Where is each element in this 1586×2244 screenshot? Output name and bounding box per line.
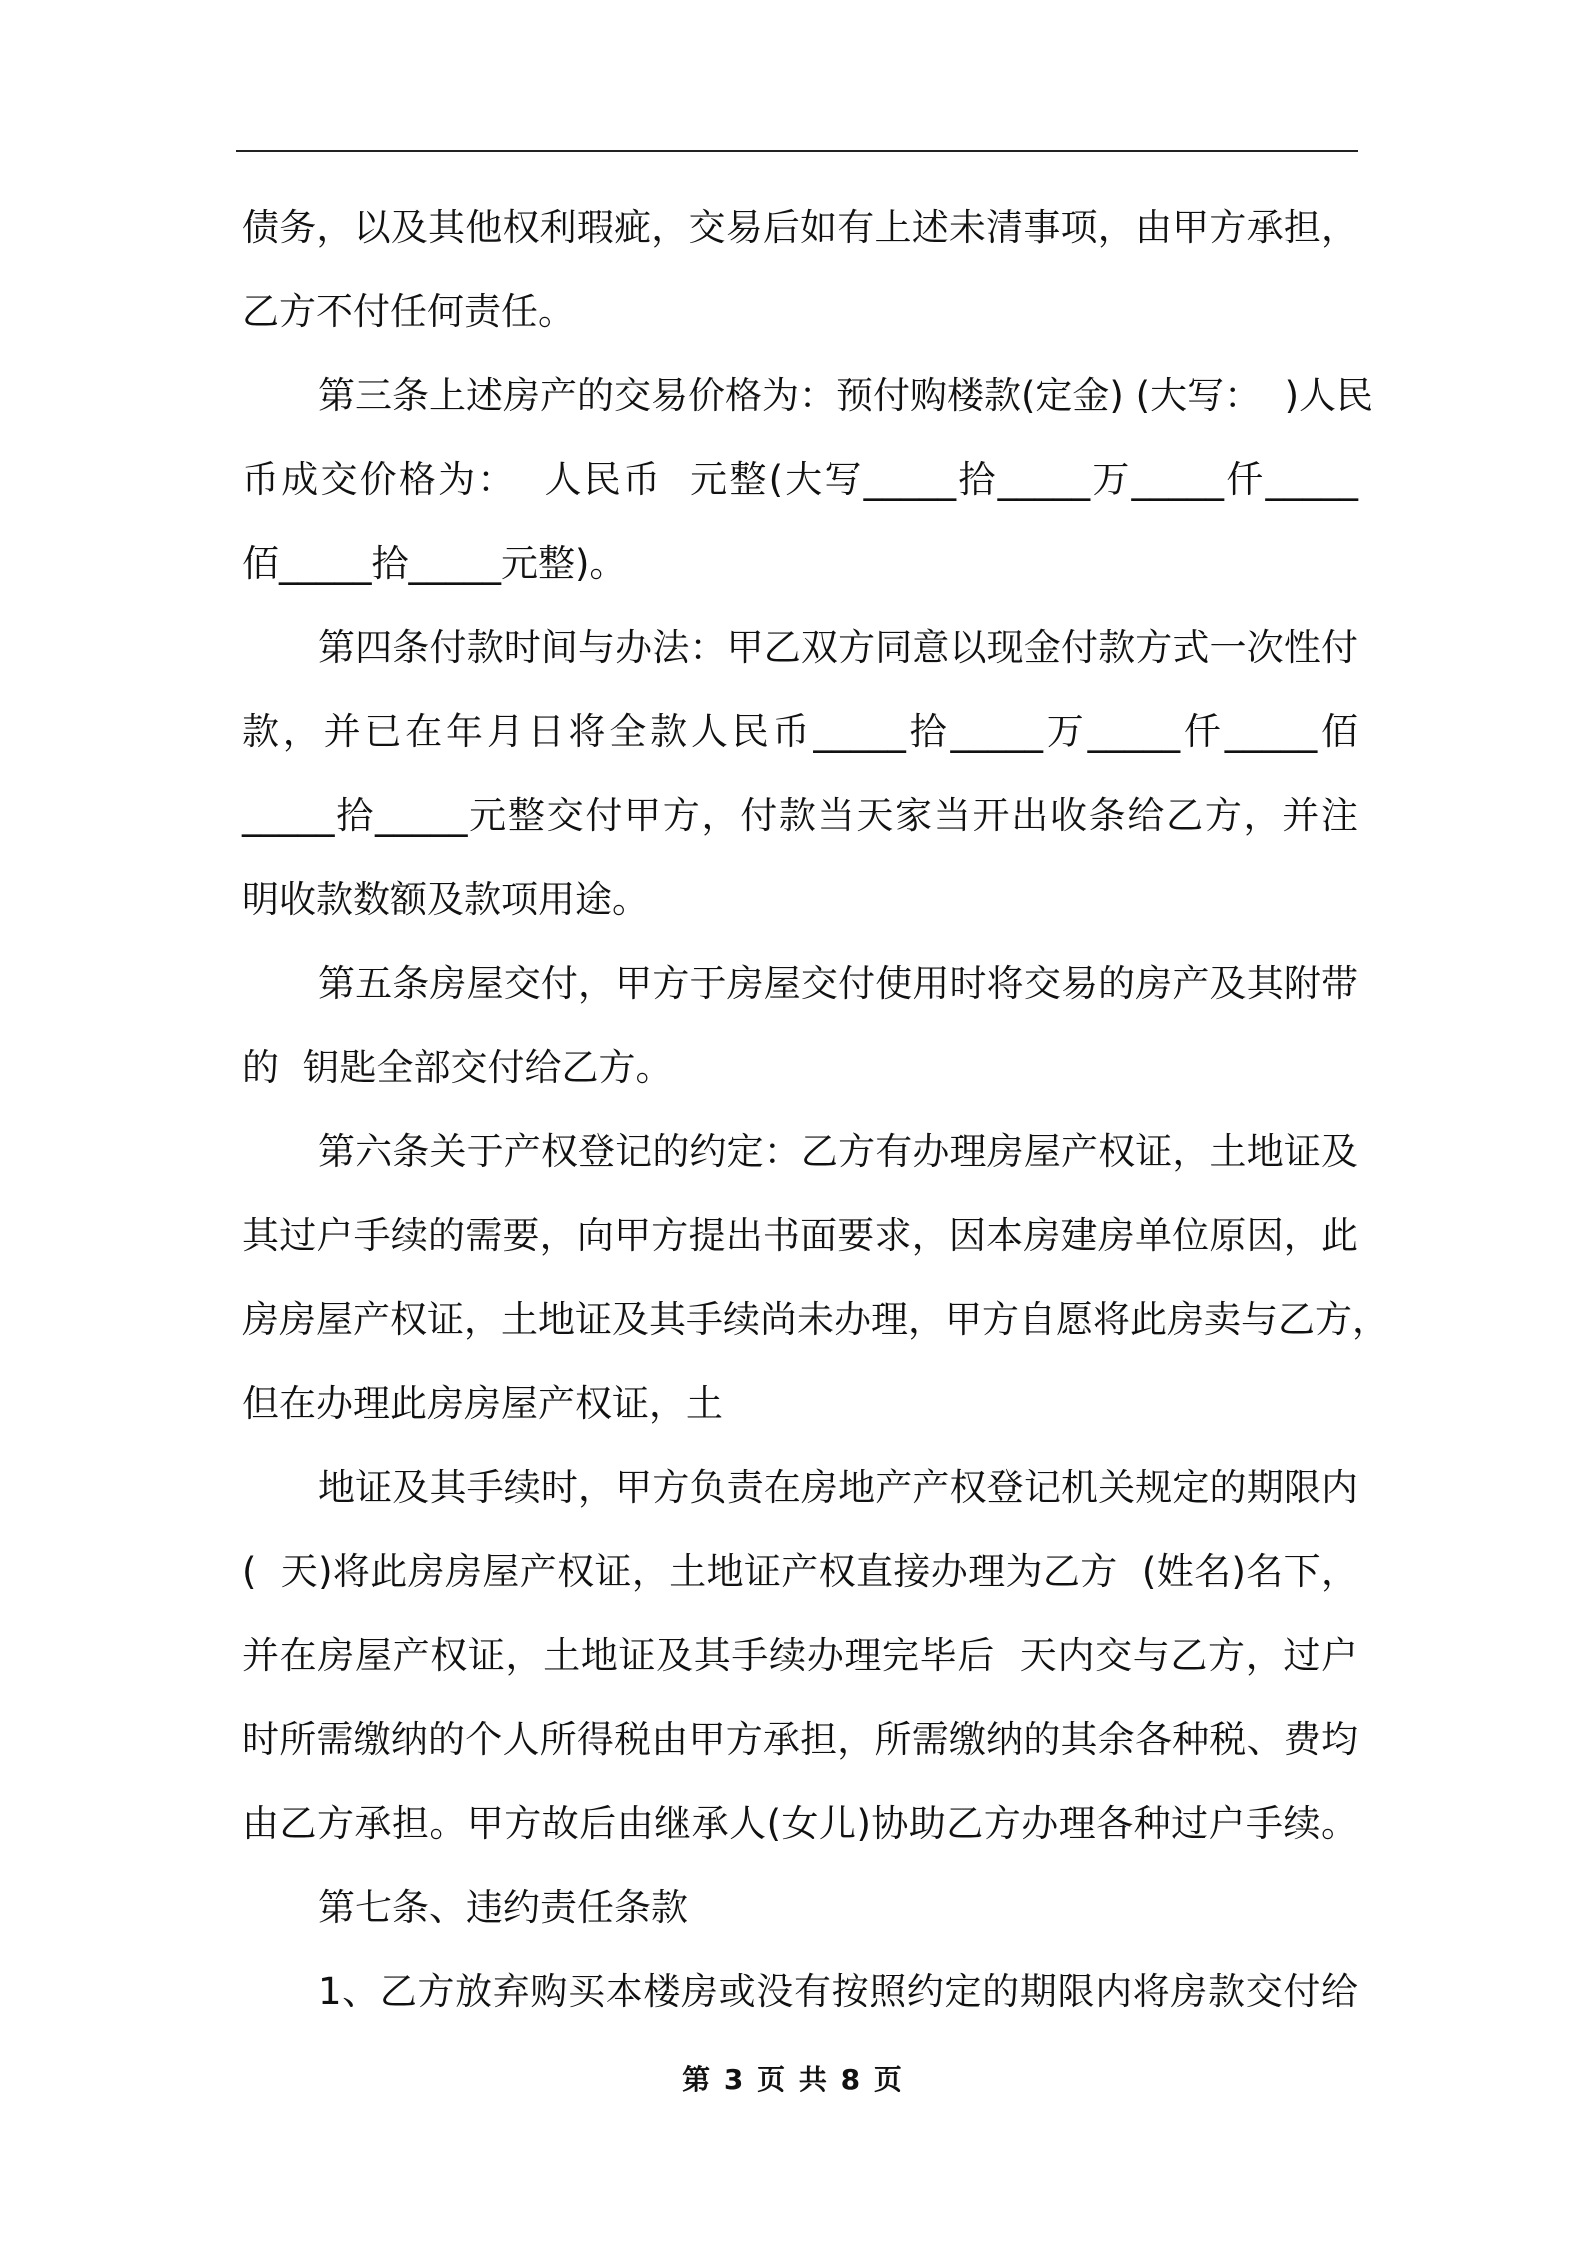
text-line: 由乙方承担。甲方故后由继承人(女儿)协助乙方办理各种过户手续。 [242,1802,1358,1845]
text-line: 其过户手续的需要，向甲方提出书面要求，因本房建房单位原因，此 [242,1214,1358,1257]
text-line: 第四条付款时间与办法：甲乙双方同意以现金付款方式一次性付 [318,626,1358,669]
text-line: 房房屋产权证，土地证及其手续尚未办理，甲方自愿将此房卖与乙方， [242,1298,1389,1341]
text-line: 地证及其手续时，甲方负责在房地产产权登记机关规定的期限内 [318,1466,1358,1509]
document-body [242,186,1389,2034]
text-line: 第七条、违约责任条款 [318,1886,688,1929]
text-line: 债务，以及其他权利瑕疵，交易后如有上述未清事项，由甲方承担， [242,206,1358,249]
text-line: 时所需缴纳的个人所得税由甲方承担，所需缴纳的其余各种税、费均 [242,1718,1358,1761]
text-line: 的 钥匙全部交付给乙方。 [242,1046,673,1089]
text-line: 币成交价格为： 人民币 元整(大写_____拾_____万_____仟_____ [242,458,1358,501]
text-line: _____拾_____元整交付甲方，付款当天家当开出收条给乙方，并注 [242,794,1358,837]
text-line: 第六条关于产权登记的约定：乙方有办理房屋产权证，土地证及 [318,1130,1358,1173]
text-line: 款，并已在年月日将全款人民币_____拾_____万_____仟_____佰 [242,710,1358,753]
text-line: 佰_____拾_____元整)。 [242,542,627,585]
text-line: 第五条房屋交付，甲方于房屋交付使用时将交易的房产及其附带 [318,962,1358,1005]
header-rule [236,150,1358,152]
text-line: ( 天)将此房房屋产权证，土地证产权直接办理为乙方 (姓名)名下， [242,1550,1358,1593]
text-line: 乙方不付任何责任。 [242,290,575,333]
text-line: 1、乙方放弃购买本楼房或没有按照约定的期限内将房款交付给 [318,1970,1358,2013]
text-line: 并在房屋产权证，土地证及其手续办理完毕后 天内交与乙方，过户 [242,1634,1358,1677]
text-line: 但在办理此房房屋产权证，土 [242,1382,723,1425]
text-line: 明收款数额及款项用途。 [242,878,649,921]
text-line: 第三条上述房产的交易价格为：预付购楼款(定金) (大写： )人民 [318,374,1374,417]
page-number: 第 3 页 共 8 页 [682,2063,904,2096]
